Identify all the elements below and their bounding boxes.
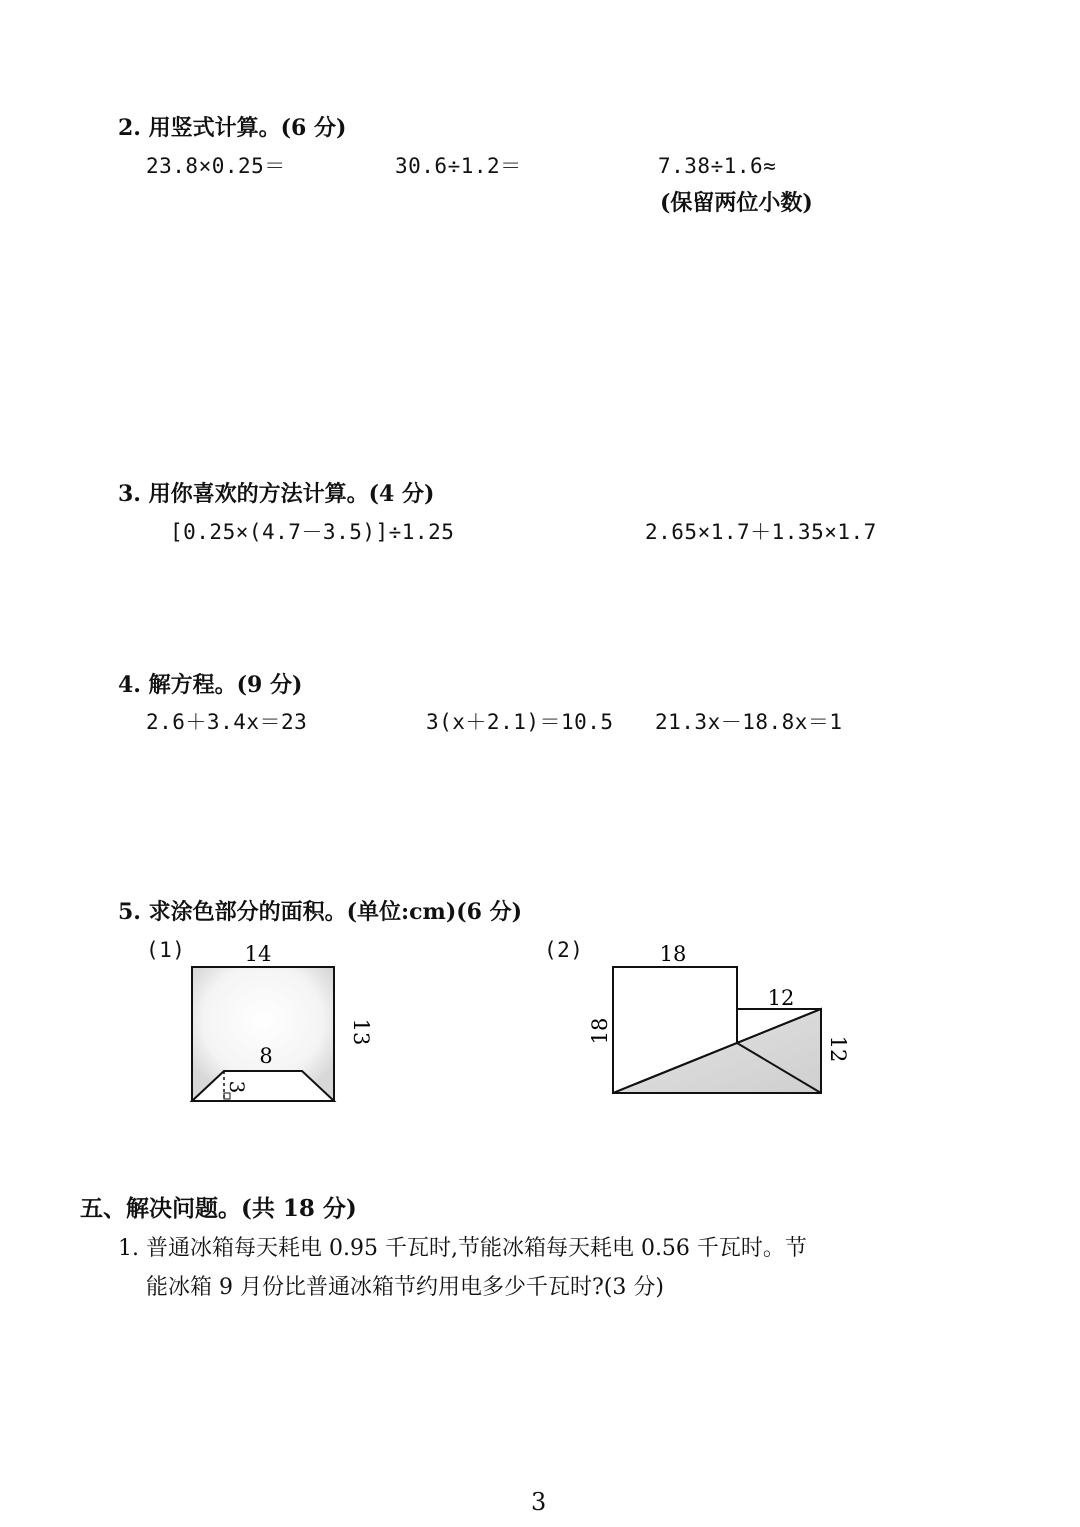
fig2-label: (2)	[544, 938, 584, 962]
section5-q1-line1: 1. 普通冰箱每天耗电 0.95 千瓦时,节能冰箱每天耗电 0.56 千瓦时。节	[118, 1236, 807, 1261]
fig2-left-label: 18	[588, 1017, 612, 1045]
q3-item-2: 2.65×1.7＋1.35×1.7	[645, 520, 877, 544]
q3-title: 3. 用你喜欢的方法计算。(4 分)	[118, 481, 435, 507]
fig1-side-label: 13	[349, 1018, 373, 1046]
section5-q1-line2: 能冰箱 9 月份比普通冰箱节约用电多少千瓦时?(3 分)	[146, 1275, 664, 1300]
fig1-label: (1)	[146, 938, 186, 962]
q2-title: 2. 用竖式计算。(6 分)	[118, 115, 347, 141]
fig1-height-label: 3	[225, 1080, 249, 1094]
fig2-right-label: 12	[826, 1035, 850, 1063]
q4-item-2: 3(x＋2.1)＝10.5	[426, 710, 614, 734]
fig1-inner-label: 8	[259, 1044, 273, 1068]
fig1-top-label: 14	[244, 942, 272, 966]
q4-item-3: 21.3x－18.8x＝1	[655, 710, 843, 734]
page-number: 3	[531, 1488, 547, 1516]
q2-item-2: 30.6÷1.2＝	[395, 154, 522, 178]
q5-title: 5. 求涂色部分的面积。(单位:cm)(6 分)	[118, 899, 523, 925]
section5-title: 五、解决问题。(共 18 分)	[80, 1195, 357, 1222]
q3-item-1: [0.25×(4.7－3.5)]÷1.25	[170, 520, 455, 544]
figure-1	[180, 935, 380, 1115]
figure-2	[585, 935, 855, 1115]
q2-item-3: 7.38÷1.6≈	[658, 154, 777, 178]
q2-item-1: 23.8×0.25＝	[146, 154, 286, 178]
fig2-top-label: 18	[659, 942, 687, 966]
q4-item-1: 2.6＋3.4x＝23	[146, 710, 308, 734]
fig2-mid-label: 12	[767, 986, 795, 1010]
q4-title: 4. 解方程。(9 分)	[118, 672, 303, 698]
q2-note: (保留两位小数)	[660, 190, 813, 216]
